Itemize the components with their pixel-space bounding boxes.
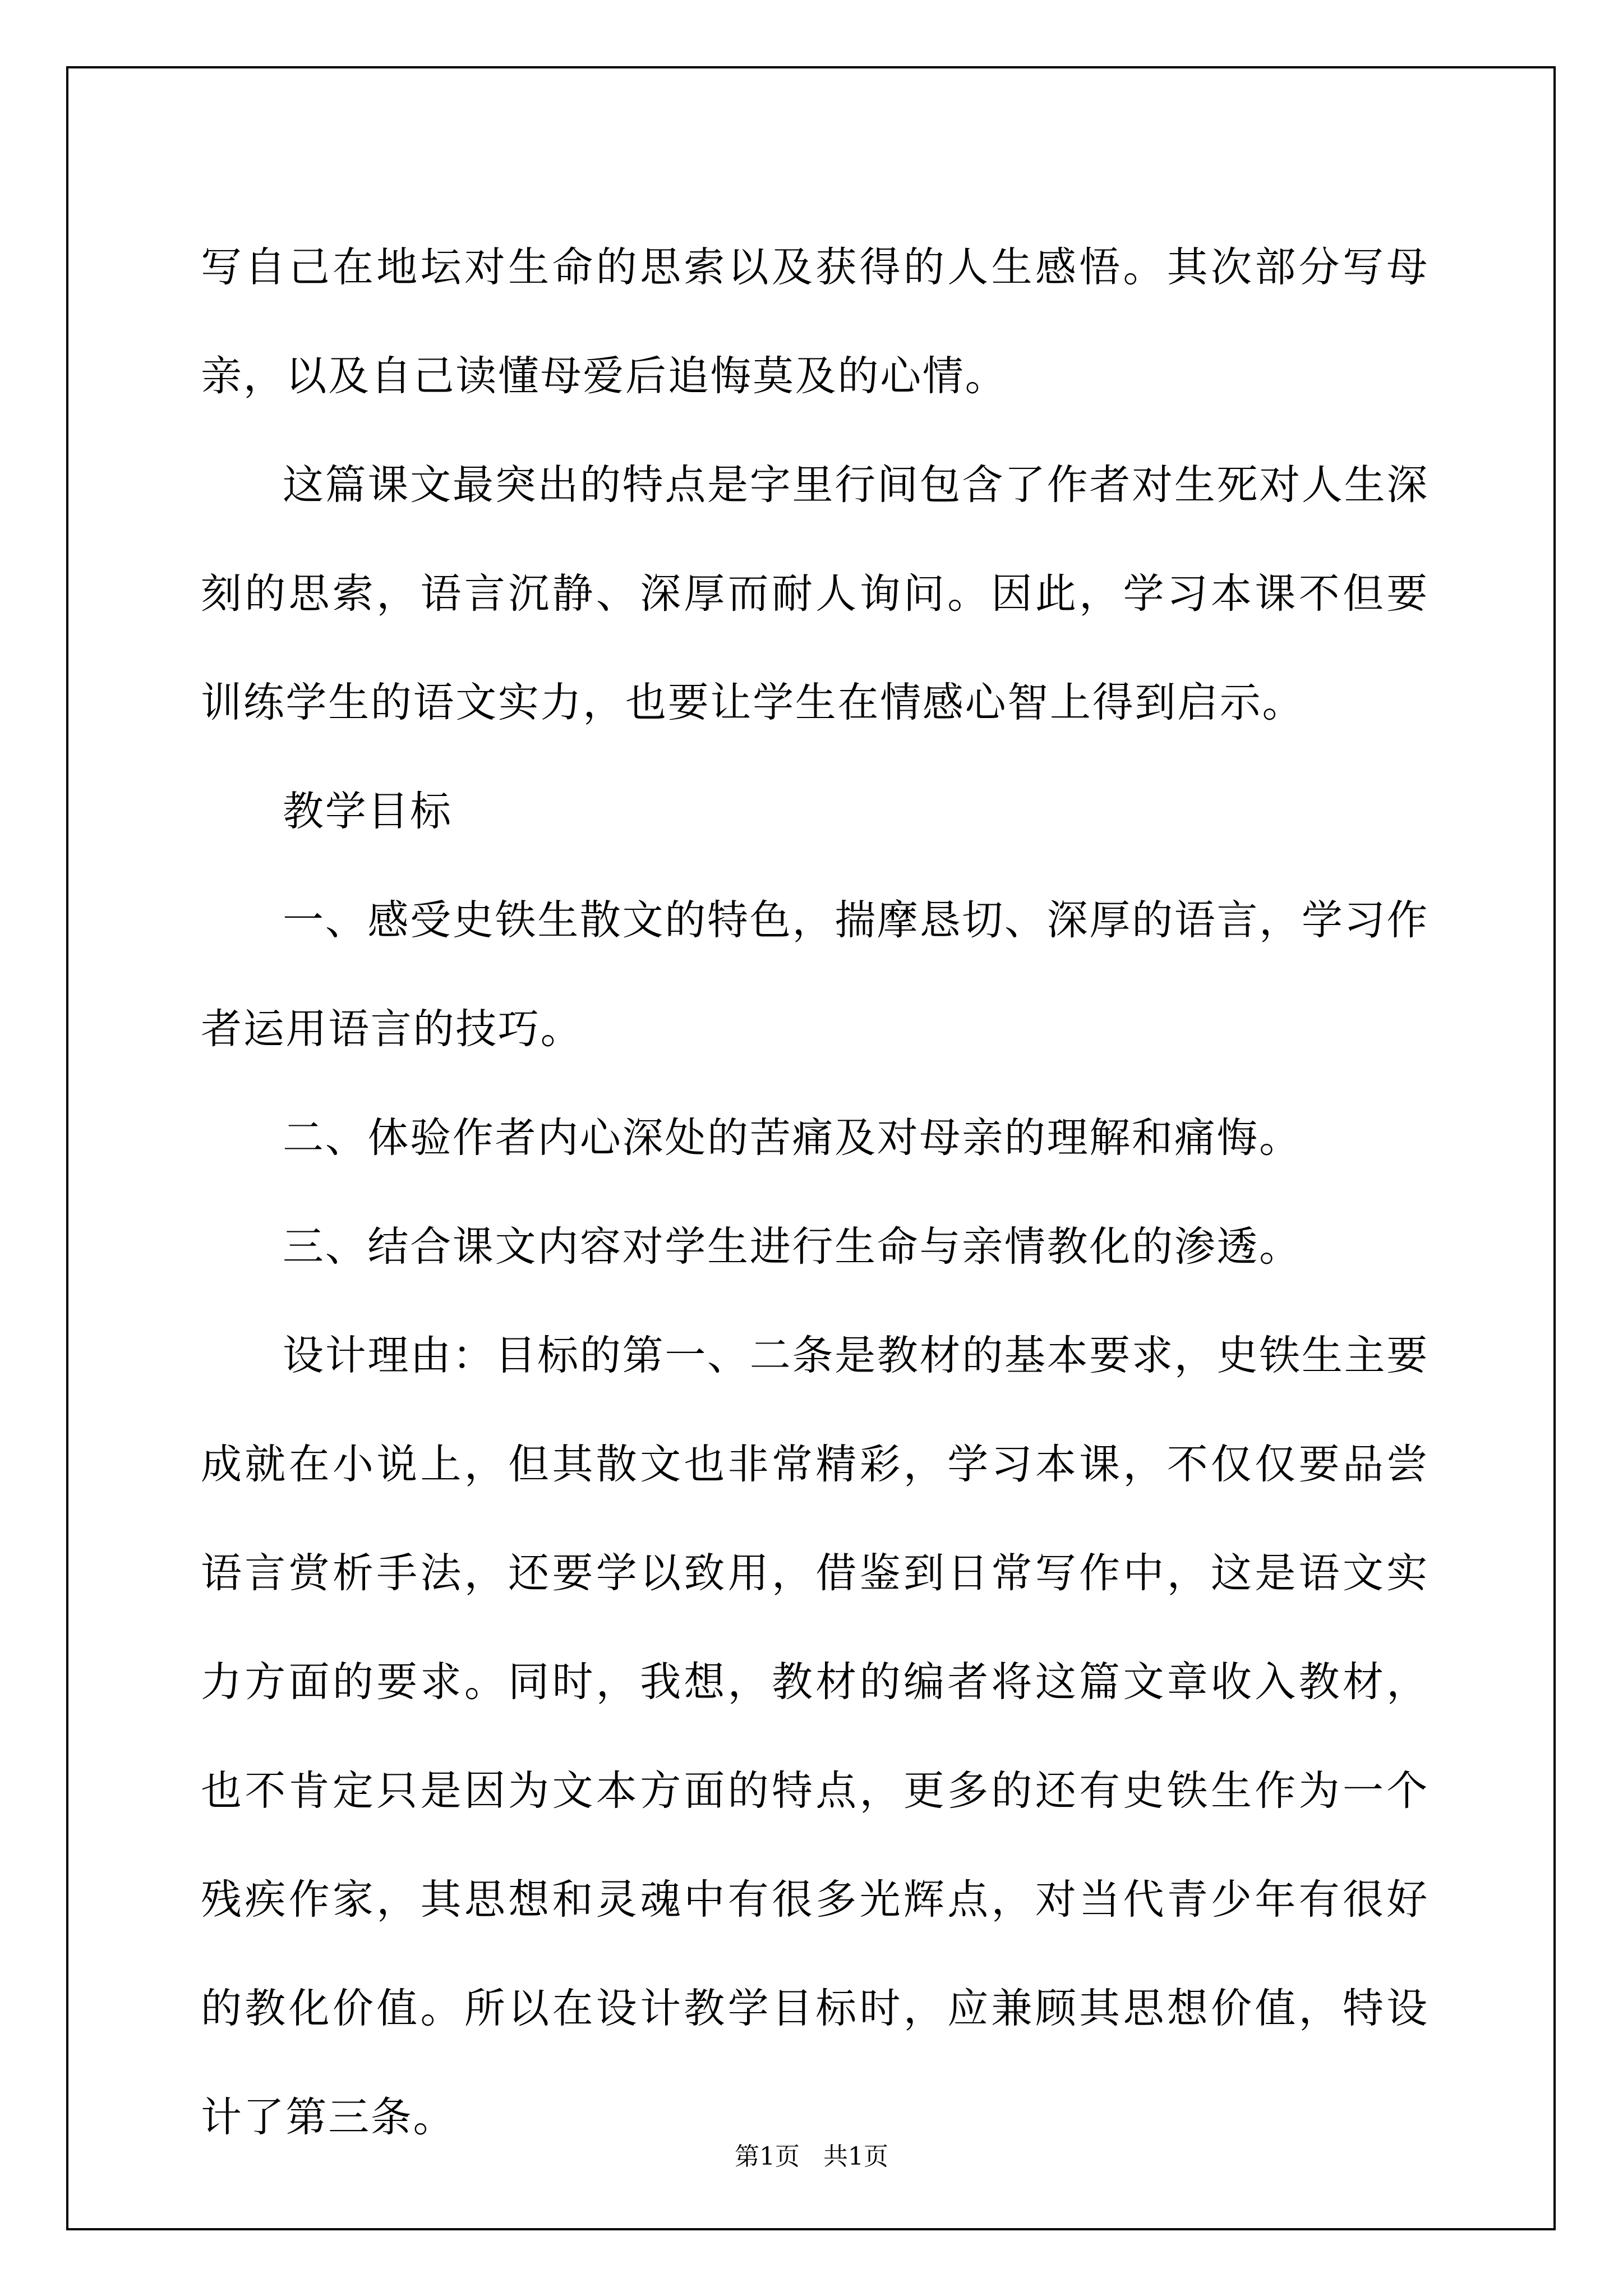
goal-item-2: 二、体验作者内心深处的苦痛及对母亲的理解和痛悔。 [283,1114,1302,1162]
page-number-footer: 第1页 共1页 [735,2142,888,2171]
design-rationale-paragraph: 设计理由：目标的第一、二条是教材的基本要求，史铁生主要成就在小说上，但其散文也非常精彩，学习本课，不仅仅要品尝语言赏析手法，还要学以致用，借鉴到日常写作中，这是语文实力方面的要求。同时，我想，教材的编者将这篇文章收入教材，也不肯定只是因为文本方面的特点，更多的还有史铁生作为一个残疾作家，其思想和灵魂中有很多光辉点，对当代青少年有很好的教化价值。所以在设计教学目标时，应兼顾其思想价值，特设计了第三条。 [201,1332,1429,2141]
section-heading-teaching-goals: 教学目标 [283,788,453,835]
goal-item-3: 三、结合课文内容对学生进行生命与亲情教化的渗透。 [283,1223,1302,1271]
paragraph-1: 写自己在地坛对生命的思索以及获得的人生感悟。其次部分写母亲，以及自己读懂母爱后追悔莫及的心情。 [201,243,1429,400]
document-body [201,213,1429,2172]
goal-item-1: 一、感受史铁生散文的特色，揣摩恳切、深厚的语言，学习作者运用语言的技巧。 [201,896,1429,1053]
paragraph-2: 这篇课文最突出的特点是字里行间包含了作者对生死对人生深刻的思索，语言沉静、深厚而耐人询问。因此，学习本课不但要训练学生的语文实力，也要让学生在情感心智上得到启示。 [201,461,1429,726]
